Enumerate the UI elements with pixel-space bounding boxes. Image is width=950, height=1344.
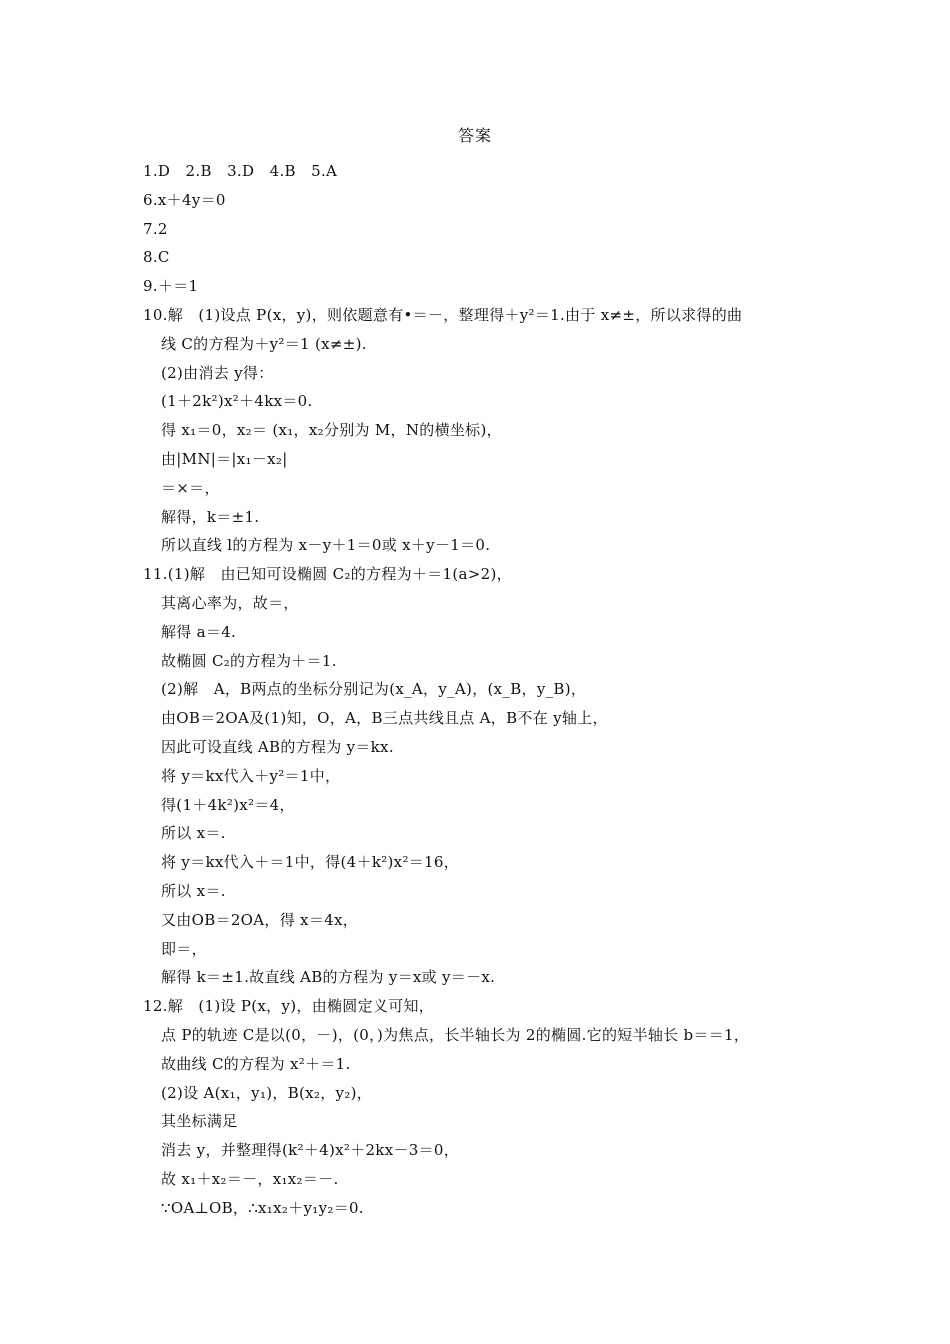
text-line: ＝×＝， <box>161 478 220 497</box>
text-line: 线 C的方程为＋y²＝1 (x≠±). <box>161 334 367 353</box>
text-line: 6.x＋4y＝0 <box>143 190 226 209</box>
answer-body <box>143 157 823 1222</box>
text-line: 将 y＝kx代入＋＝1中，得(4＋k²)x²＝16， <box>161 853 460 872</box>
text-line: 7.2 <box>143 219 168 238</box>
page-title: 答案 <box>457 126 492 145</box>
text-line: 其离心率为，故＝， <box>161 593 299 612</box>
text-line: 故曲线 C的方程为 x²＋＝1. <box>161 1054 351 1073</box>
text-line: 12.解 (1)设 P(x，y)，由椭圆定义可知， <box>143 997 435 1016</box>
text-line: 即＝， <box>161 939 207 958</box>
text-line: 所以 x＝. <box>161 824 226 843</box>
text-line: 由OB＝2OA及(1)知，O，A，B三点共线且点 A，B不在 y轴上， <box>161 709 608 728</box>
text-line: 所以直线 l的方程为 x－y＋1＝0或 x＋y－1＝0. <box>161 536 491 555</box>
text-line: (2)解 A，B两点的坐标分别记为(x_A，y_A)，(x_B，y_B)， <box>161 680 587 699</box>
text-line: (2)设 A(x₁，y₁)，B(x₂，y₂)， <box>161 1083 373 1102</box>
text-line: 1.D 2.B 3.D 4.B 5.A <box>143 162 338 180</box>
text-line: ∵OA⊥OB，∴x₁x₂＋y₁y₂＝0. <box>161 1198 364 1217</box>
text-line: 又由OB＝2OA，得 x＝4x， <box>161 910 359 929</box>
text-line: (2)由消去 y得： <box>161 363 274 382</box>
text-line: (1＋2k²)x²＋4kx＝0. <box>161 392 313 411</box>
text-line: 将 y＝kx代入＋y²＝1中， <box>161 766 341 785</box>
text-line: 解得 a＝4. <box>161 622 237 641</box>
text-line: 故 x₁＋x₂＝－，x₁x₂＝－. <box>161 1169 339 1188</box>
text-line: 解得，k＝±1. <box>161 507 260 526</box>
text-line: 点 P的轨迹 C是以(0，－)，(0，)为焦点，长半轴长为 2的椭圆.它的短半轴长 b＝＝1， <box>161 1025 750 1044</box>
text-line: 9.＋＝1 <box>143 277 199 296</box>
text-line: 得 x₁＝0，x₂＝ (x₁，x₂分别为 M，N的横坐标)， <box>161 421 502 440</box>
text-line: 解得 k＝±1.故直线 AB的方程为 y＝x或 y＝－x. <box>161 968 496 987</box>
text-line: 其坐标满足 <box>161 1112 238 1131</box>
text-line: 因此可设直线 AB的方程为 y＝kx. <box>161 737 394 756</box>
text-line: 消去 y，并整理得(k²＋4)x²＋2kx－3＝0， <box>161 1141 460 1160</box>
text-line: 10.解 (1)设点 P(x，y)，则依题意有•＝－，整理得＋y²＝1.由于 x≠±，所以求得的曲 <box>143 305 743 324</box>
text-line: 由|MN|＝|x₁－x₂| <box>161 449 288 468</box>
text-line: 8.C <box>143 248 170 267</box>
text-line: 故椭圆 C₂的方程为＋＝1. <box>161 651 337 670</box>
text-line: 所以 x＝. <box>161 881 226 900</box>
text-line: 11.(1)解 由已知可设椭圆 C₂的方程为＋＝1(a>2)， <box>143 565 512 584</box>
text-line: 得(1＋4k²)x²＝4， <box>161 795 295 814</box>
